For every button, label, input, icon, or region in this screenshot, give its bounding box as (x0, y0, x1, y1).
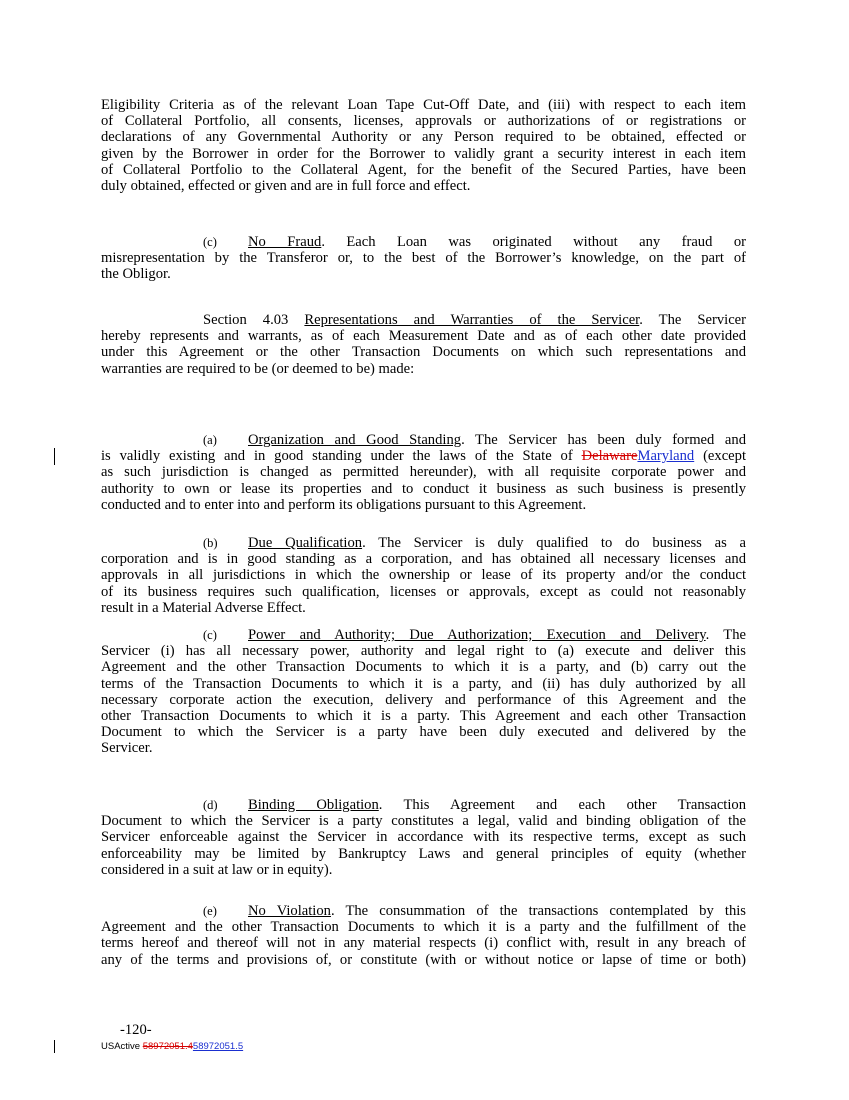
text-line: considered in a suit at law or in equity). (101, 861, 333, 878)
paragraph-first-line (101, 312, 746, 328)
change-bar (54, 1040, 55, 1053)
text-line: enforceability may be limited by Bankruptcy Laws and general principles of equity (whether (101, 845, 746, 862)
paragraph-text: . Each Loan was originated without any fraud or (321, 234, 746, 250)
inserted-text: Maryland (637, 448, 695, 465)
paragraph-first-line (101, 432, 746, 448)
paragraph-first-line (101, 797, 746, 813)
section-4-03-paragraph (101, 312, 746, 377)
text-line: under this Agreement or the other Transaction Documents on which such representations and (101, 344, 746, 361)
paragraph-number: (b) (203, 536, 218, 550)
paragraph-text: . The Servicer has been duly formed and (461, 432, 746, 448)
text-line: Document to which the Servicer is a party constitutes a legal, valid and binding obligation of the (101, 813, 746, 830)
section-label: Section 4.03 (203, 312, 289, 328)
change-bar (54, 448, 55, 465)
text-line: authority to own or lease its properties and to conduct it business as such business is presently (101, 480, 746, 497)
paragraph-heading: Binding Obligation (248, 797, 379, 813)
intro-paragraph (101, 97, 746, 194)
paragraph-text: is validly existing and in good standing under the laws of the State of (101, 448, 582, 465)
paragraph-first-line (101, 627, 746, 643)
text-line: misrepresentation by the Transferor or, to the best of the Borrower’s knowledge, on the part of (101, 250, 746, 267)
text-line: necessary corporate action the execution, delivery and performance of this Agreement and the (101, 691, 746, 708)
text-line: terms of the Transaction Documents to which it is a party, and (ii) has duly authorized by all (101, 675, 746, 692)
text-line: declarations of any Governmental Authority or any Person required to be obtained, effected or (101, 129, 746, 146)
paragraph-heading: No Violation (248, 903, 331, 919)
text-line: Document to which the Servicer is a party have been duly executed and delivered by the (101, 724, 746, 741)
text-line: other Transaction Documents to which it is a party. This Agreement and each other Transaction (101, 708, 746, 725)
no-violation-paragraph (101, 903, 746, 968)
text-line: of Collateral Portfolio, all consents, licenses, approvals or authorizations of or registrations or (101, 113, 746, 130)
text-line: of Collateral Portfolio to the Collateral Agent, for the benefit of the Secured Parties, have been (101, 161, 746, 178)
section-heading: Representations and Warranties of the Servicer (304, 312, 640, 328)
page-number: -120- (120, 1022, 152, 1038)
text-line: hereby represents and warrants, as of each Measurement Date and as of each other date provided (101, 328, 746, 345)
power-authority-paragraph (101, 627, 746, 757)
tracked-change-line (101, 448, 746, 464)
text-line: Servicer. (101, 740, 153, 757)
paragraph-heading: Power and Authority; Due Authorization; Execution and Delivery (248, 627, 706, 643)
text-line: as such jurisdiction is changed as permitted hereunder), with all requisite corporate power and (101, 464, 746, 481)
no-fraud-paragraph (101, 234, 746, 283)
paragraph-heading: Due Qualification (248, 535, 363, 551)
inserted-document-id: 58972051.5 (192, 1041, 244, 1052)
paragraph-text: . The consummation of the transactions contemplated by this (330, 903, 746, 919)
paragraph-first-line (101, 234, 746, 250)
text-line: warranties are required to be (or deemed to be) made: (101, 360, 415, 377)
paragraph-first-line (101, 903, 746, 919)
paragraph-text: . This Agreement and each other Transaction (378, 797, 746, 813)
text-line: approvals in all jurisdictions in which the ownership or lease of its property and/or the conduct (101, 567, 746, 584)
paragraph-number: (d) (203, 798, 218, 812)
text-line: conducted and to enter into and perform its obligations pursuant to this Agreement. (101, 496, 587, 513)
text-line: Eligibility Criteria as of the relevant Loan Tape Cut-Off Date, and (iii) with respect to each item (101, 97, 746, 113)
paragraph-number: (c) (203, 235, 217, 249)
document-id (101, 1041, 243, 1052)
deleted-text: Delaware (581, 448, 638, 465)
paragraph-text: (except (694, 448, 747, 465)
due-qualification-paragraph (101, 535, 746, 616)
text-line: Agreement and the other Transaction Documents to which it is a party, and (b) carry out the (101, 659, 746, 676)
paragraph-number: (c) (203, 628, 217, 642)
paragraph-text: . The (705, 627, 746, 643)
organization-paragraph (101, 432, 746, 513)
paragraph-text: . The Servicer (639, 312, 747, 328)
document-id-prefix: USActive (101, 1041, 143, 1052)
text-line: terms hereof and thereof will not in any material respects (i) conflict with, result in any breach of (101, 935, 746, 952)
paragraph-heading: Organization and Good Standing (248, 432, 462, 448)
text-line: duly obtained, effected or given and are in full force and effect. (101, 178, 471, 195)
paragraph-first-line (101, 535, 746, 551)
text-line: Servicer (i) has all necessary power, authority and legal right to (a) execute and deliver this (101, 643, 746, 660)
text-line: any of the terms and provisions of, or constitute (with or without notice or lapse of time or both) (101, 951, 746, 968)
binding-obligation-paragraph (101, 797, 746, 878)
text-line: Servicer enforceable against the Servicer in accordance with its respective terms, except as such (101, 829, 746, 846)
text-line: result in a Material Adverse Effect. (101, 599, 306, 616)
deleted-document-id: 58972051.4 (142, 1041, 193, 1052)
paragraph-number: (e) (203, 904, 217, 918)
paragraph-heading: No Fraud (248, 234, 322, 250)
text-line: Agreement and the other Transaction Documents to which it is a party and the fulfillment of the (101, 919, 746, 936)
text-line: corporation and is in good standing as a corporation, and has obtained all necessary licenses and (101, 551, 746, 568)
paragraph-text: . The Servicer is duly qualified to do business as a (362, 535, 746, 551)
text-line: the Obligor. (101, 266, 171, 283)
paragraph-number: (a) (203, 433, 217, 447)
text-line: of its business requires such qualification, licenses or approvals, except as could not reasonably (101, 583, 746, 600)
text-line: given by the Borrower in order for the Borrower to validly grant a security interest in each item (101, 145, 746, 162)
